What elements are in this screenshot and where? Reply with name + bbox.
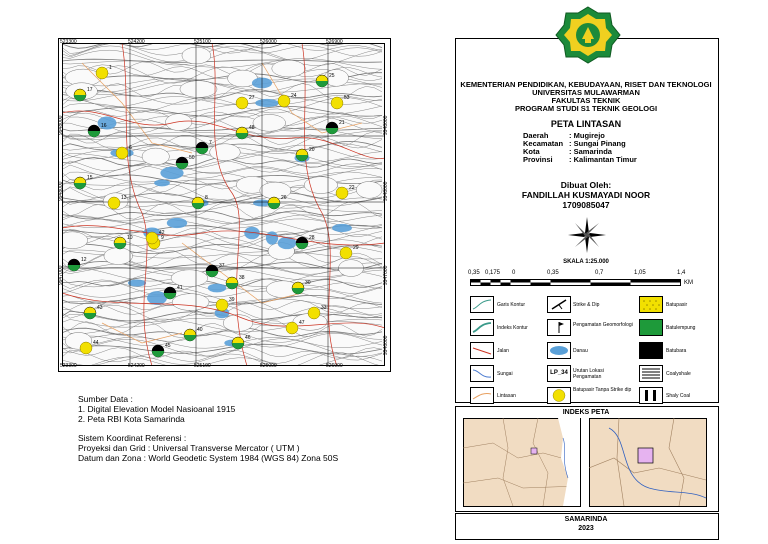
- station-label: 40: [197, 327, 203, 333]
- x-tick-bottom-1: 523300: [60, 363, 77, 369]
- info-label: Daerah: [523, 131, 549, 140]
- x-tick-top-2: 524200: [128, 39, 145, 45]
- scale-tick: 0: [512, 270, 516, 276]
- legend-swatch-river: [470, 365, 494, 382]
- header-university: UNIVERSITAS MULAWARMAN: [532, 88, 640, 97]
- x-tick-top-4: 526000: [260, 39, 277, 45]
- sandstone-marker: [278, 95, 290, 107]
- legend-swatch-sandstone-nodip: [547, 387, 571, 404]
- index-map-title: INDEKS PETA: [562, 409, 610, 416]
- lake: [128, 279, 146, 286]
- scale-tick: 0,7: [595, 270, 604, 276]
- map-title: PETA LINTASAN: [550, 119, 622, 129]
- station-label: 25: [329, 73, 335, 79]
- station-label: 44: [93, 340, 99, 346]
- hill-contour: [272, 60, 305, 77]
- info-label: Kota: [523, 147, 540, 156]
- station-label: 42: [159, 230, 165, 236]
- lake: [266, 231, 278, 244]
- hill-contour: [182, 47, 211, 64]
- north-arrow-icon: [566, 216, 608, 254]
- sandstone-marker: [331, 97, 343, 109]
- station-label: 53: [344, 95, 350, 101]
- station-label: 22: [349, 185, 355, 191]
- author-heading: Dibuat Oleh:: [560, 180, 612, 190]
- source-info: [78, 394, 338, 463]
- station-label: 41: [177, 285, 183, 291]
- y-tick-right-2: 9948000: [383, 181, 389, 201]
- y-tick-2: 9948000: [58, 181, 64, 201]
- station-label: 15: [87, 175, 93, 181]
- source-item-1: 1. Digital Elevation Model Nasioanal 1915: [78, 404, 236, 414]
- station-label: 37: [219, 263, 225, 269]
- legend-label-traverse: Lintasan: [497, 393, 516, 399]
- index-map-regional[interactable]: [463, 418, 581, 507]
- y-tick-1: 9948000: [58, 115, 64, 135]
- hill-contour: [356, 181, 382, 198]
- university-logo: [554, 5, 622, 65]
- legend-label-coalyshale: Coalyshale: [666, 371, 691, 377]
- legend-swatch-shaly-coal: [639, 387, 663, 404]
- station-label: 47: [299, 320, 305, 326]
- sandstone-marker: [108, 197, 120, 209]
- hill-contour: [304, 177, 337, 194]
- hill-contour: [253, 114, 286, 131]
- legend-swatch-strike-dip: [547, 296, 571, 313]
- station-label: 46: [245, 335, 251, 341]
- scale-tick: 0,35: [547, 270, 559, 276]
- station-label: 6: [129, 145, 132, 151]
- station-label: 13: [121, 195, 127, 201]
- y-tick-3: 9947000: [58, 265, 64, 285]
- station-label: 17: [87, 87, 93, 93]
- legend-label-contour: Garis Kontur: [497, 302, 526, 308]
- index-map-local[interactable]: [589, 418, 707, 507]
- sandstone-marker: [286, 322, 298, 334]
- x-tick-top-5: 526900: [326, 39, 343, 45]
- station-label: 24: [291, 93, 297, 99]
- x-tick-bottom-5: 526900: [326, 363, 343, 369]
- legend-swatch-coal: [639, 342, 663, 359]
- scale-unit: KM: [684, 280, 693, 286]
- station-label: 21: [339, 120, 345, 126]
- x-tick-top-3: 525100: [194, 39, 211, 45]
- legend-swatch-claystone: [639, 319, 663, 336]
- station-label: 38: [239, 275, 245, 281]
- station-label: 45: [165, 343, 171, 349]
- hill-contour: [142, 148, 169, 165]
- scale-tick: 1,4: [677, 270, 686, 276]
- station-label: 10: [127, 235, 133, 241]
- station-label: 28: [309, 235, 315, 241]
- legend-label-sandstone-nodip: Batupasir Tanpa Strike dip: [573, 387, 632, 393]
- x-tick-bottom-2: 524200: [128, 363, 145, 369]
- legend-label-geomorph: Pengamatan Geomorfologi: [573, 322, 633, 328]
- legend-label-index-contour: Indeks Kontur: [497, 325, 528, 331]
- station-label: 26: [281, 195, 287, 201]
- station-label: 50: [189, 155, 195, 161]
- hill-contour: [104, 248, 133, 265]
- location-info: [520, 132, 640, 164]
- sandstone-marker: [96, 67, 108, 79]
- station-label: 9: [161, 235, 164, 241]
- legend-swatch-sandstone: [639, 296, 663, 313]
- scale-tick: 0,35: [468, 270, 480, 276]
- main-map[interactable]: [62, 43, 385, 366]
- info-label: Kecamatan: [523, 139, 564, 148]
- crs-datum: Datum dan Zona : World Geodetic System 1984 (WGS 84) Zona 50S: [78, 453, 339, 463]
- sandstone-marker: [146, 232, 158, 244]
- source-item-2: 2. Peta RBI Kota Samarinda: [78, 414, 185, 424]
- y-tick-right-3: 9947000: [383, 265, 389, 285]
- lake: [255, 99, 279, 107]
- legend-label-coal: Batubara: [666, 348, 687, 354]
- legend-swatch-lake: [547, 342, 571, 359]
- crs-projection: Proyeksi dan Grid : Universal Transverse Mercator ( UTM ): [78, 443, 300, 453]
- lake: [154, 180, 170, 187]
- station-label: 29: [353, 245, 359, 251]
- legend-swatch-geomorph: [547, 319, 571, 336]
- lake: [332, 224, 352, 232]
- legend-label-strike-dip: Strike & Dip: [573, 302, 600, 308]
- station-label: 8: [205, 195, 208, 201]
- header-faculty: FAKULTAS TEKNIK: [551, 96, 621, 105]
- hill-contour: [166, 114, 192, 131]
- station-label: 27: [249, 95, 255, 101]
- x-tick-bottom-4: 526000: [260, 363, 277, 369]
- legend-label-claystone: Batulempung: [666, 325, 696, 331]
- legend-swatch-station-code: LP_34: [547, 365, 571, 382]
- legend-label-shaly-coal: Shaly Coal: [666, 393, 691, 399]
- station-label: 12: [81, 257, 87, 263]
- lake: [167, 218, 187, 228]
- scale-tick: 0,175: [485, 270, 501, 276]
- header-program: PROGRAM STUDI S1 TEKNIK GEOLOGI: [514, 104, 658, 113]
- legend-label-station-order: Urutan Lokasi Pengamatan: [573, 368, 604, 380]
- legend-swatch-coalyshale: [639, 365, 663, 382]
- legend-label-lake: Danau: [573, 348, 588, 354]
- legend-swatch-contour: [470, 296, 494, 313]
- legend-label-road: Jalan: [497, 348, 509, 354]
- footer-city: SAMARINDA: [564, 516, 608, 523]
- station-label: 48: [249, 125, 255, 131]
- x-tick-top-1: 523300: [60, 39, 77, 45]
- station-label: 1: [109, 65, 112, 71]
- station-label: 33: [321, 305, 327, 311]
- info-label: Provinsi: [523, 155, 553, 164]
- station-label: 16: [101, 123, 107, 129]
- info-value: : Sungai Pinang: [569, 139, 626, 148]
- info-value: : Samarinda: [569, 147, 612, 156]
- sandstone-marker: [336, 187, 348, 199]
- legend-swatch-road: [470, 342, 494, 359]
- footer-year: 2023: [578, 525, 594, 532]
- legend-swatch-index-contour: [470, 319, 494, 336]
- sandstone-marker: [308, 307, 320, 319]
- crs-heading: Sistem Koordinat Referensi :: [78, 433, 187, 443]
- sandstone-marker: [340, 247, 352, 259]
- station-label: 39: [229, 297, 235, 303]
- station-label: 20: [309, 147, 315, 153]
- info-value: : Mugirejo: [569, 131, 605, 140]
- station-label: 43: [97, 305, 103, 311]
- y-tick-right-1: 9948000: [383, 115, 389, 135]
- hill-contour: [210, 144, 241, 161]
- y-tick-right-4: 9946000: [383, 335, 389, 355]
- sandstone-marker: [216, 299, 228, 311]
- sandstone-marker: [116, 147, 128, 159]
- sandstone-marker: [236, 97, 248, 109]
- scale-label: SKALA 1:25.000: [563, 259, 609, 265]
- scale-bar: [470, 279, 685, 287]
- legend-label-river: Sungai: [497, 371, 513, 377]
- station-label: 7: [209, 140, 212, 146]
- sandstone-marker: [80, 342, 92, 354]
- station-label: 30: [305, 280, 311, 286]
- scale-tick: 1,05: [634, 270, 646, 276]
- hill-contour: [172, 294, 209, 311]
- author-nim: 1709085047: [562, 200, 610, 210]
- x-tick-bottom-3: 525100: [194, 363, 211, 369]
- legend-swatch-traverse: [470, 387, 494, 404]
- info-value: : Kalimantan Timur: [569, 155, 637, 164]
- legend-label-sandstone: Batupasir: [666, 302, 688, 308]
- header-ministry: KEMENTERIAN PENDIDIKAN, KEBUDAYAAN, RISET DAN TEKNOLOGI: [460, 80, 712, 89]
- lake: [208, 284, 227, 293]
- hill-contour: [180, 81, 217, 98]
- author-name: FANDILLAH KUSMAYADI NOOR: [521, 190, 651, 200]
- source-heading: Sumber Data :: [78, 394, 133, 404]
